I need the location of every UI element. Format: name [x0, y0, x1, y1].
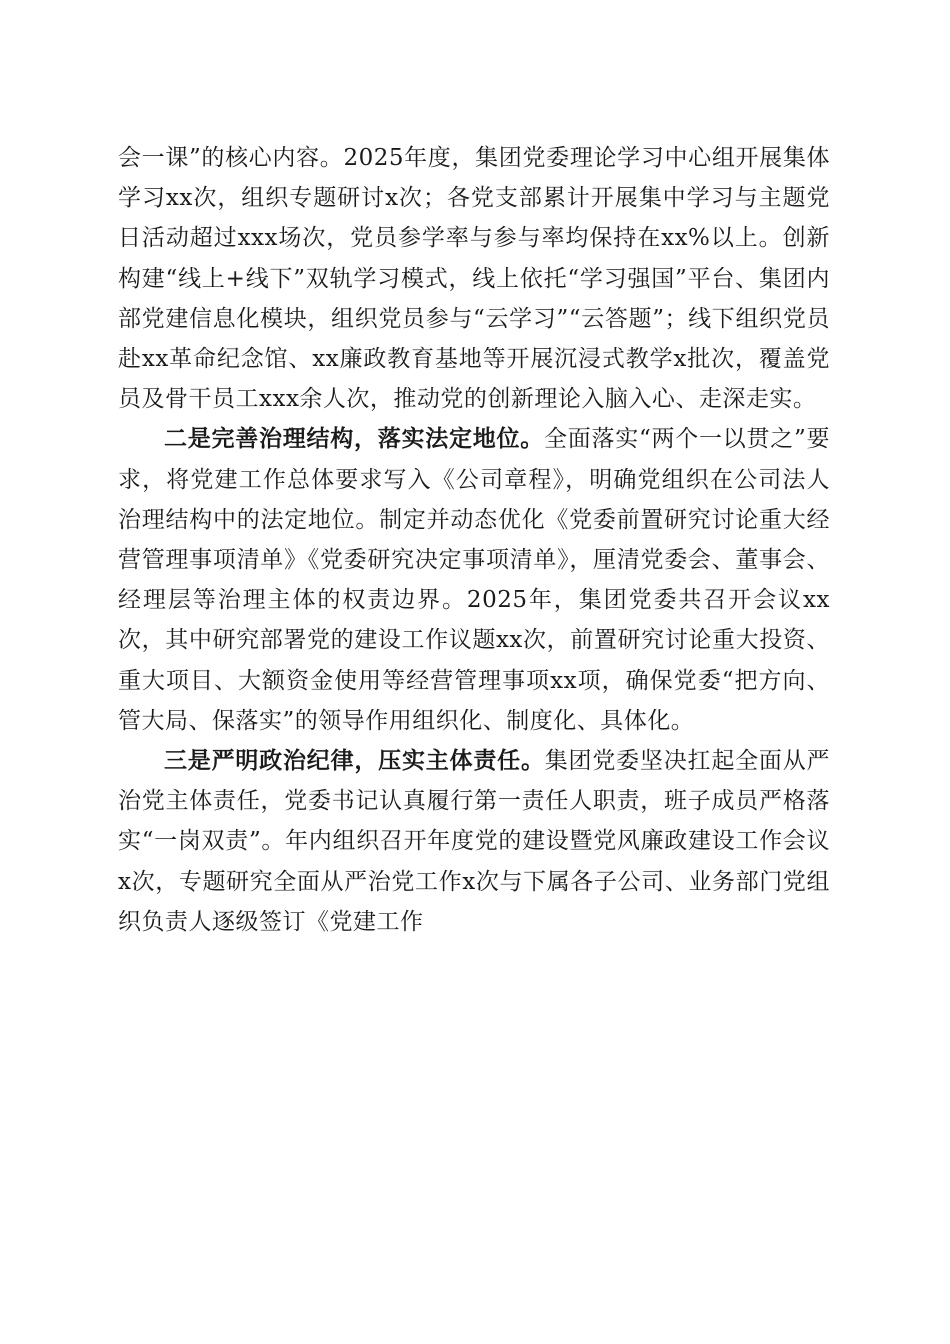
paragraph-lead: 二是完善治理结构，落实法定地位。	[164, 425, 544, 453]
paragraph-text: 集团党委坚决扛起全面从严治党主体责任，党委书记认真履行第一责任人职责，班子成员严格落实“一岗双责”。年内组织召开年度党的建设暨党风廉政建设工作会议x次，专题研究全面从严治党工作x次与下属各子公司、业务部门党组织负责人逐级签订《党建工作	[118, 748, 831, 935]
paragraph-text: 会一课”的核心内容。2025年度，集团党委理论学习中心组开展集体学习xx次，组织专题研讨x次；各党支部累计开展集中学习与主题党日活动超过xxx场次，党员参学率与参与率均保持在xx%以上。创新构建“线上+线下”双轨学习模式，线上依托“学习强国”平台、集团内部党建信息化模块，组织党员参与“云学习”“云答题”；线下组织党员赴xx革命纪念馆、xx廉政教育基地等开展沉浸式教学x批次，覆盖党员及骨干员工xxx余人次，推动党的创新理论入脑入心、走深走实。	[118, 145, 830, 413]
paragraph-governance-structure	[118, 419, 830, 741]
document-body	[118, 138, 830, 942]
paragraph-lead: 三是严明政治纪律，压实主体责任。	[164, 747, 545, 775]
paragraph-political-discipline	[118, 741, 830, 942]
paragraph-theory-study	[118, 138, 830, 419]
paragraph-text: 全面落实“两个一以贯之”要求，将党建工作总体要求写入《公司章程》，明确党组织在公司法人治理结构中的法定地位。制定并动态优化《党委前置研究讨论重大经营管理事项清单》《党委研究决定事项清单》，厘清党委会、董事会、经理层等治理主体的权责边界。2025年，集团党委共召开会议xx次，其中研究部署党的建设工作议题xx次，前置研究讨论重大投资、重大项目、大额资金使用等经营管理事项xx项，确保党委“把方向、管大局、保落实”的领导作用组织化、制度化、具体化。	[118, 426, 830, 734]
